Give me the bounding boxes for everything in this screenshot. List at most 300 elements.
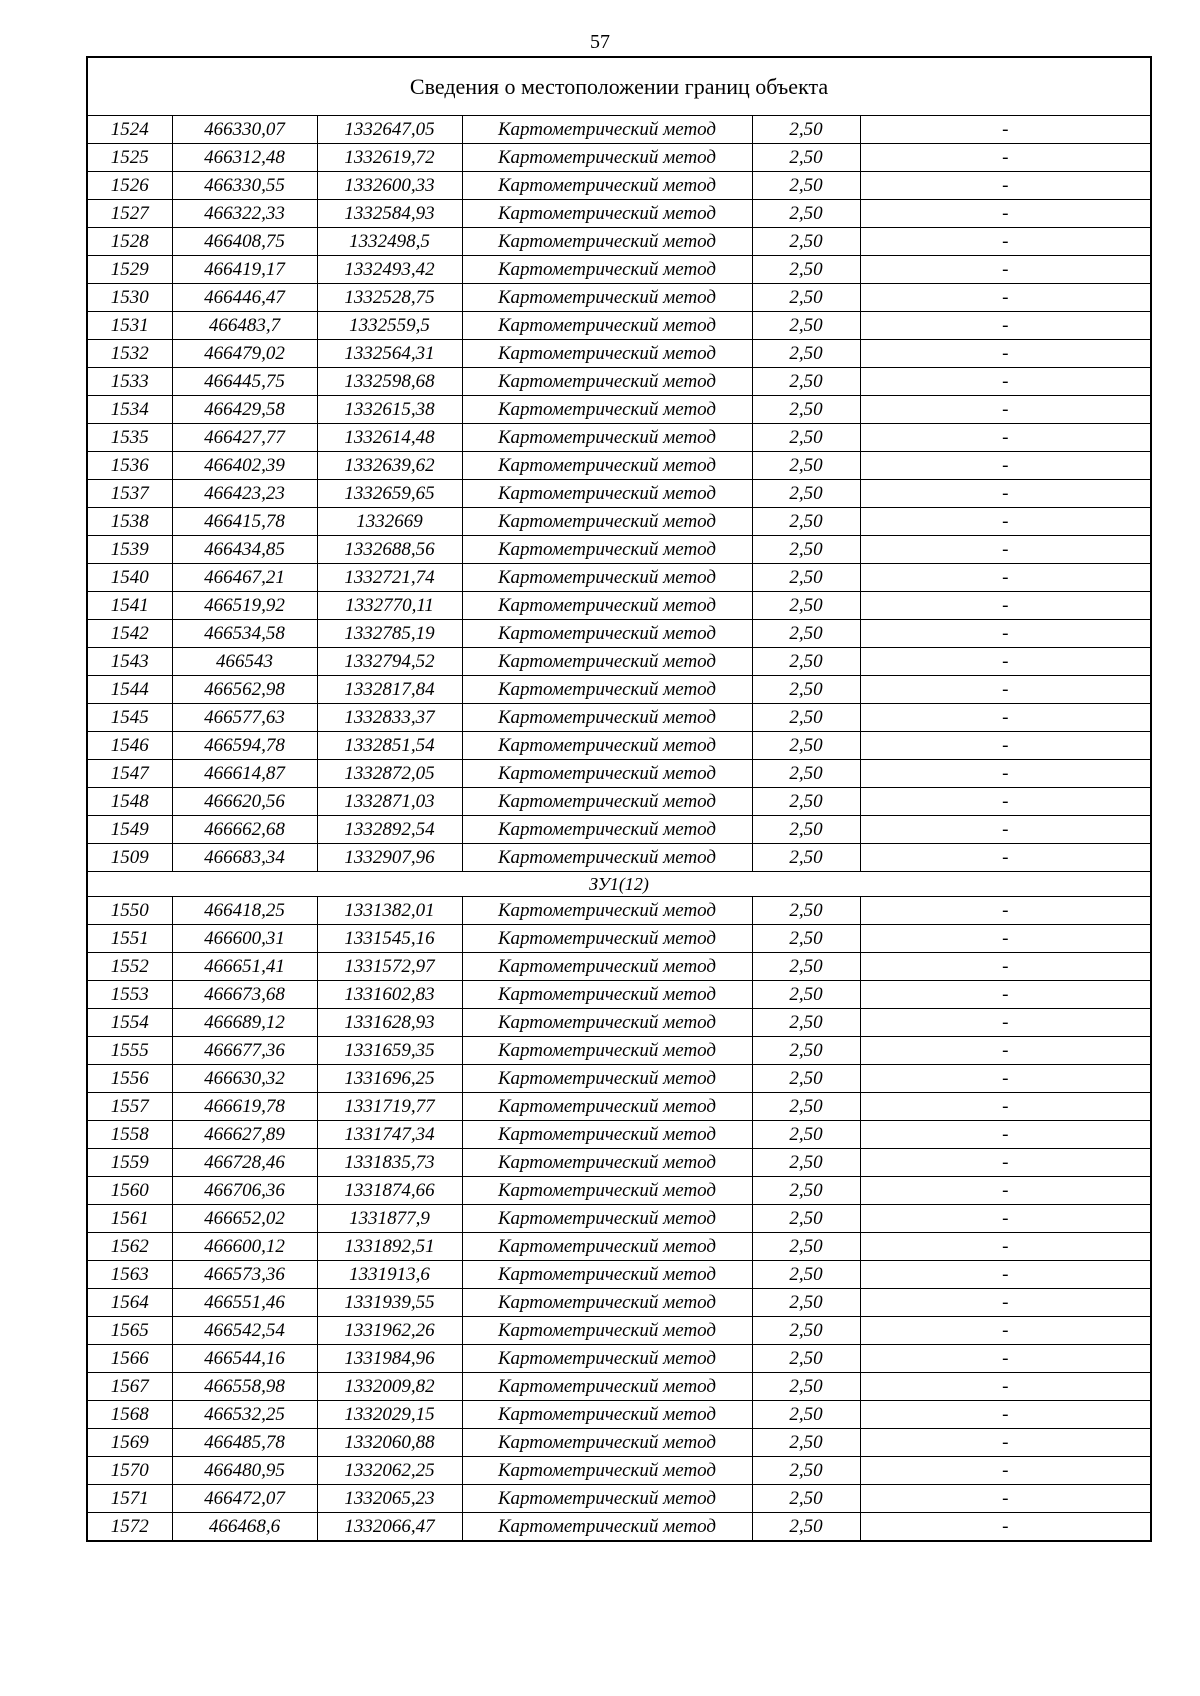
y-coordinate-cell: 1332794,52 xyxy=(317,648,462,676)
accuracy-cell: 2,50 xyxy=(752,788,860,816)
table-row xyxy=(87,1261,1151,1289)
point-number-cell: 1564 xyxy=(87,1289,172,1317)
x-coordinate-cell: 466594,78 xyxy=(172,732,317,760)
table-row xyxy=(87,1513,1151,1542)
y-coordinate-cell: 1332065,23 xyxy=(317,1485,462,1513)
x-coordinate-cell: 466577,63 xyxy=(172,704,317,732)
description-cell: - xyxy=(860,592,1151,620)
table-title-row xyxy=(87,57,1151,116)
method-cell: Картометрический метод xyxy=(462,256,752,284)
accuracy-cell: 2,50 xyxy=(752,340,860,368)
description-cell: - xyxy=(860,1261,1151,1289)
x-coordinate-cell: 466445,75 xyxy=(172,368,317,396)
page-number: 57 xyxy=(590,31,610,53)
section-header-row xyxy=(87,872,1151,897)
table-row xyxy=(87,1345,1151,1373)
method-cell: Картометрический метод xyxy=(462,1009,752,1037)
method-cell: Картометрический метод xyxy=(462,284,752,312)
method-cell: Картометрический метод xyxy=(462,732,752,760)
table-row xyxy=(87,284,1151,312)
accuracy-cell: 2,50 xyxy=(752,1233,860,1261)
y-coordinate-cell: 1332598,68 xyxy=(317,368,462,396)
x-coordinate-cell: 466652,02 xyxy=(172,1205,317,1233)
accuracy-cell: 2,50 xyxy=(752,1429,860,1457)
y-coordinate-cell: 1332892,54 xyxy=(317,816,462,844)
point-number-cell: 1531 xyxy=(87,312,172,340)
accuracy-cell: 2,50 xyxy=(752,1065,860,1093)
description-cell: - xyxy=(860,480,1151,508)
y-coordinate-cell: 1332659,65 xyxy=(317,480,462,508)
description-cell: - xyxy=(860,424,1151,452)
description-cell: - xyxy=(860,704,1151,732)
y-coordinate-cell: 1331939,55 xyxy=(317,1289,462,1317)
table-row xyxy=(87,953,1151,981)
accuracy-cell: 2,50 xyxy=(752,1457,860,1485)
method-cell: Картометрический метод xyxy=(462,424,752,452)
x-coordinate-cell: 466619,78 xyxy=(172,1093,317,1121)
table-row xyxy=(87,925,1151,953)
method-cell: Картометрический метод xyxy=(462,788,752,816)
point-number-cell: 1565 xyxy=(87,1317,172,1345)
description-cell: - xyxy=(860,676,1151,704)
accuracy-cell: 2,50 xyxy=(752,732,860,760)
description-cell: - xyxy=(860,760,1151,788)
accuracy-cell: 2,50 xyxy=(752,897,860,925)
x-coordinate-cell: 466614,87 xyxy=(172,760,317,788)
x-coordinate-cell: 466485,78 xyxy=(172,1429,317,1457)
table-row xyxy=(87,1149,1151,1177)
y-coordinate-cell: 1332851,54 xyxy=(317,732,462,760)
y-coordinate-cell: 1331874,66 xyxy=(317,1177,462,1205)
description-cell: - xyxy=(860,816,1151,844)
point-number-cell: 1567 xyxy=(87,1373,172,1401)
point-number-cell: 1548 xyxy=(87,788,172,816)
accuracy-cell: 2,50 xyxy=(752,1177,860,1205)
y-coordinate-cell: 1332639,62 xyxy=(317,452,462,480)
accuracy-cell: 2,50 xyxy=(752,452,860,480)
x-coordinate-cell: 466673,68 xyxy=(172,981,317,1009)
x-coordinate-cell: 466434,85 xyxy=(172,536,317,564)
accuracy-cell: 2,50 xyxy=(752,172,860,200)
description-cell: - xyxy=(860,340,1151,368)
method-cell: Картометрический метод xyxy=(462,925,752,953)
point-number-cell: 1571 xyxy=(87,1485,172,1513)
description-cell: - xyxy=(860,200,1151,228)
point-number-cell: 1546 xyxy=(87,732,172,760)
point-number-cell: 1509 xyxy=(87,844,172,872)
method-cell: Картометрический метод xyxy=(462,116,752,144)
x-coordinate-cell: 466429,58 xyxy=(172,396,317,424)
description-cell: - xyxy=(860,312,1151,340)
method-cell: Картометрический метод xyxy=(462,536,752,564)
x-coordinate-cell: 466423,23 xyxy=(172,480,317,508)
x-coordinate-cell: 466312,48 xyxy=(172,144,317,172)
accuracy-cell: 2,50 xyxy=(752,1513,860,1542)
method-cell: Картометрический метод xyxy=(462,480,752,508)
method-cell: Картометрический метод xyxy=(462,1289,752,1317)
description-cell: - xyxy=(860,536,1151,564)
description-cell: - xyxy=(860,116,1151,144)
x-coordinate-cell: 466402,39 xyxy=(172,452,317,480)
method-cell: Картометрический метод xyxy=(462,144,752,172)
point-number-cell: 1554 xyxy=(87,1009,172,1037)
table-row xyxy=(87,452,1151,480)
table-row xyxy=(87,1065,1151,1093)
method-cell: Картометрический метод xyxy=(462,620,752,648)
x-coordinate-cell: 466472,07 xyxy=(172,1485,317,1513)
y-coordinate-cell: 1332029,15 xyxy=(317,1401,462,1429)
x-coordinate-cell: 466728,46 xyxy=(172,1149,317,1177)
x-coordinate-cell: 466627,89 xyxy=(172,1121,317,1149)
method-cell: Картометрический метод xyxy=(462,844,752,872)
method-cell: Картометрический метод xyxy=(462,1205,752,1233)
point-number-cell: 1561 xyxy=(87,1205,172,1233)
point-number-cell: 1555 xyxy=(87,1037,172,1065)
method-cell: Картометрический метод xyxy=(462,564,752,592)
x-coordinate-cell: 466467,21 xyxy=(172,564,317,592)
point-number-cell: 1526 xyxy=(87,172,172,200)
method-cell: Картометрический метод xyxy=(462,228,752,256)
accuracy-cell: 2,50 xyxy=(752,1205,860,1233)
x-coordinate-cell: 466600,31 xyxy=(172,925,317,953)
x-coordinate-cell: 466683,34 xyxy=(172,844,317,872)
method-cell: Картометрический метод xyxy=(462,368,752,396)
description-cell: - xyxy=(860,648,1151,676)
table-row xyxy=(87,368,1151,396)
description-cell: - xyxy=(860,1205,1151,1233)
accuracy-cell: 2,50 xyxy=(752,844,860,872)
method-cell: Картометрический метод xyxy=(462,508,752,536)
point-number-cell: 1524 xyxy=(87,116,172,144)
x-coordinate-cell: 466573,36 xyxy=(172,1261,317,1289)
y-coordinate-cell: 1332614,48 xyxy=(317,424,462,452)
boundary-coordinates-table xyxy=(86,56,1152,1542)
accuracy-cell: 2,50 xyxy=(752,1485,860,1513)
y-coordinate-cell: 1331719,77 xyxy=(317,1093,462,1121)
description-cell: - xyxy=(860,1317,1151,1345)
method-cell: Картометрический метод xyxy=(462,1065,752,1093)
table-row xyxy=(87,620,1151,648)
y-coordinate-cell: 1332062,25 xyxy=(317,1457,462,1485)
accuracy-cell: 2,50 xyxy=(752,620,860,648)
y-coordinate-cell: 1332619,72 xyxy=(317,144,462,172)
table-row xyxy=(87,788,1151,816)
description-cell: - xyxy=(860,844,1151,872)
table-row xyxy=(87,732,1151,760)
description-cell: - xyxy=(860,452,1151,480)
accuracy-cell: 2,50 xyxy=(752,1373,860,1401)
y-coordinate-cell: 1331913,6 xyxy=(317,1261,462,1289)
x-coordinate-cell: 466519,92 xyxy=(172,592,317,620)
accuracy-cell: 2,50 xyxy=(752,1261,860,1289)
point-number-cell: 1563 xyxy=(87,1261,172,1289)
accuracy-cell: 2,50 xyxy=(752,200,860,228)
method-cell: Картометрический метод xyxy=(462,312,752,340)
point-number-cell: 1566 xyxy=(87,1345,172,1373)
x-coordinate-cell: 466480,95 xyxy=(172,1457,317,1485)
point-number-cell: 1552 xyxy=(87,953,172,981)
y-coordinate-cell: 1331659,35 xyxy=(317,1037,462,1065)
description-cell: - xyxy=(860,1093,1151,1121)
accuracy-cell: 2,50 xyxy=(752,396,860,424)
x-coordinate-cell: 466408,75 xyxy=(172,228,317,256)
table-row xyxy=(87,536,1151,564)
point-number-cell: 1530 xyxy=(87,284,172,312)
table-row xyxy=(87,1457,1151,1485)
description-cell: - xyxy=(860,368,1151,396)
method-cell: Картометрический метод xyxy=(462,340,752,368)
description-cell: - xyxy=(860,1065,1151,1093)
table-title: Сведения о местоположении границ объекта xyxy=(87,57,1151,116)
x-coordinate-cell: 466427,77 xyxy=(172,424,317,452)
point-number-cell: 1542 xyxy=(87,620,172,648)
method-cell: Картометрический метод xyxy=(462,200,752,228)
method-cell: Картометрический метод xyxy=(462,1317,752,1345)
accuracy-cell: 2,50 xyxy=(752,676,860,704)
method-cell: Картометрический метод xyxy=(462,1485,752,1513)
y-coordinate-cell: 1332584,93 xyxy=(317,200,462,228)
table-row xyxy=(87,424,1151,452)
table-row xyxy=(87,116,1151,144)
table-row xyxy=(87,172,1151,200)
table-row xyxy=(87,981,1151,1009)
section-label: ЗУ1(12) xyxy=(87,872,1151,897)
method-cell: Картометрический метод xyxy=(462,592,752,620)
description-cell: - xyxy=(860,1009,1151,1037)
y-coordinate-cell: 1332564,31 xyxy=(317,340,462,368)
table-row xyxy=(87,340,1151,368)
x-coordinate-cell: 466479,02 xyxy=(172,340,317,368)
method-cell: Картометрический метод xyxy=(462,1513,752,1542)
method-cell: Картометрический метод xyxy=(462,1121,752,1149)
accuracy-cell: 2,50 xyxy=(752,1149,860,1177)
accuracy-cell: 2,50 xyxy=(752,1121,860,1149)
table-row xyxy=(87,1009,1151,1037)
x-coordinate-cell: 466544,16 xyxy=(172,1345,317,1373)
description-cell: - xyxy=(860,953,1151,981)
accuracy-cell: 2,50 xyxy=(752,1093,860,1121)
x-coordinate-cell: 466562,98 xyxy=(172,676,317,704)
y-coordinate-cell: 1331835,73 xyxy=(317,1149,462,1177)
accuracy-cell: 2,50 xyxy=(752,424,860,452)
x-coordinate-cell: 466418,25 xyxy=(172,897,317,925)
x-coordinate-cell: 466620,56 xyxy=(172,788,317,816)
accuracy-cell: 2,50 xyxy=(752,1401,860,1429)
y-coordinate-cell: 1332600,33 xyxy=(317,172,462,200)
accuracy-cell: 2,50 xyxy=(752,1345,860,1373)
description-cell: - xyxy=(860,925,1151,953)
x-coordinate-cell: 466543 xyxy=(172,648,317,676)
point-number-cell: 1537 xyxy=(87,480,172,508)
method-cell: Картометрический метод xyxy=(462,676,752,704)
y-coordinate-cell: 1332647,05 xyxy=(317,116,462,144)
point-number-cell: 1562 xyxy=(87,1233,172,1261)
method-cell: Картометрический метод xyxy=(462,1429,752,1457)
y-coordinate-cell: 1332721,74 xyxy=(317,564,462,592)
point-number-cell: 1558 xyxy=(87,1121,172,1149)
accuracy-cell: 2,50 xyxy=(752,1317,860,1345)
y-coordinate-cell: 1331382,01 xyxy=(317,897,462,925)
x-coordinate-cell: 466651,41 xyxy=(172,953,317,981)
point-number-cell: 1568 xyxy=(87,1401,172,1429)
method-cell: Картометрический метод xyxy=(462,172,752,200)
point-number-cell: 1525 xyxy=(87,144,172,172)
table-row xyxy=(87,1317,1151,1345)
y-coordinate-cell: 1332528,75 xyxy=(317,284,462,312)
description-cell: - xyxy=(860,1037,1151,1065)
description-cell: - xyxy=(860,256,1151,284)
y-coordinate-cell: 1331628,93 xyxy=(317,1009,462,1037)
table-row xyxy=(87,1205,1151,1233)
y-coordinate-cell: 1331747,34 xyxy=(317,1121,462,1149)
y-coordinate-cell: 1332688,56 xyxy=(317,536,462,564)
point-number-cell: 1541 xyxy=(87,592,172,620)
accuracy-cell: 2,50 xyxy=(752,925,860,953)
method-cell: Картометрический метод xyxy=(462,1093,752,1121)
accuracy-cell: 2,50 xyxy=(752,480,860,508)
method-cell: Картометрический метод xyxy=(462,1177,752,1205)
y-coordinate-cell: 1332833,37 xyxy=(317,704,462,732)
point-number-cell: 1536 xyxy=(87,452,172,480)
accuracy-cell: 2,50 xyxy=(752,256,860,284)
table-row xyxy=(87,1121,1151,1149)
description-cell: - xyxy=(860,172,1151,200)
table-row xyxy=(87,480,1151,508)
table-row xyxy=(87,1037,1151,1065)
description-cell: - xyxy=(860,1345,1151,1373)
description-cell: - xyxy=(860,1289,1151,1317)
y-coordinate-cell: 1331877,9 xyxy=(317,1205,462,1233)
point-number-cell: 1544 xyxy=(87,676,172,704)
point-number-cell: 1549 xyxy=(87,816,172,844)
x-coordinate-cell: 466468,6 xyxy=(172,1513,317,1542)
y-coordinate-cell: 1332498,5 xyxy=(317,228,462,256)
table-row xyxy=(87,816,1151,844)
x-coordinate-cell: 466677,36 xyxy=(172,1037,317,1065)
description-cell: - xyxy=(860,1457,1151,1485)
method-cell: Картометрический метод xyxy=(462,953,752,981)
method-cell: Картометрический метод xyxy=(462,816,752,844)
point-number-cell: 1540 xyxy=(87,564,172,592)
x-coordinate-cell: 466330,07 xyxy=(172,116,317,144)
description-cell: - xyxy=(860,1485,1151,1513)
description-cell: - xyxy=(860,732,1151,760)
y-coordinate-cell: 1332060,88 xyxy=(317,1429,462,1457)
method-cell: Картометрический метод xyxy=(462,760,752,788)
point-number-cell: 1538 xyxy=(87,508,172,536)
point-number-cell: 1533 xyxy=(87,368,172,396)
x-coordinate-cell: 466551,46 xyxy=(172,1289,317,1317)
point-number-cell: 1534 xyxy=(87,396,172,424)
accuracy-cell: 2,50 xyxy=(752,953,860,981)
point-number-cell: 1527 xyxy=(87,200,172,228)
description-cell: - xyxy=(860,1513,1151,1542)
method-cell: Картометрический метод xyxy=(462,1261,752,1289)
table-row xyxy=(87,592,1151,620)
table-row xyxy=(87,676,1151,704)
table-row xyxy=(87,897,1151,925)
point-number-cell: 1560 xyxy=(87,1177,172,1205)
description-cell: - xyxy=(860,284,1151,312)
accuracy-cell: 2,50 xyxy=(752,1289,860,1317)
accuracy-cell: 2,50 xyxy=(752,564,860,592)
description-cell: - xyxy=(860,1233,1151,1261)
table-row xyxy=(87,144,1151,172)
method-cell: Картометрический метод xyxy=(462,396,752,424)
method-cell: Картометрический метод xyxy=(462,897,752,925)
table-row xyxy=(87,844,1151,872)
x-coordinate-cell: 466662,68 xyxy=(172,816,317,844)
accuracy-cell: 2,50 xyxy=(752,368,860,396)
y-coordinate-cell: 1331696,25 xyxy=(317,1065,462,1093)
description-cell: - xyxy=(860,396,1151,424)
method-cell: Картометрический метод xyxy=(462,452,752,480)
y-coordinate-cell: 1331545,16 xyxy=(317,925,462,953)
point-number-cell: 1532 xyxy=(87,340,172,368)
method-cell: Картометрический метод xyxy=(462,1345,752,1373)
point-number-cell: 1529 xyxy=(87,256,172,284)
point-number-cell: 1572 xyxy=(87,1513,172,1542)
x-coordinate-cell: 466322,33 xyxy=(172,200,317,228)
table-body xyxy=(87,57,1151,1541)
table-row xyxy=(87,228,1151,256)
description-cell: - xyxy=(860,1149,1151,1177)
y-coordinate-cell: 1332817,84 xyxy=(317,676,462,704)
description-cell: - xyxy=(860,620,1151,648)
description-cell: - xyxy=(860,1373,1151,1401)
description-cell: - xyxy=(860,1401,1151,1429)
y-coordinate-cell: 1332066,47 xyxy=(317,1513,462,1542)
y-coordinate-cell: 1331892,51 xyxy=(317,1233,462,1261)
x-coordinate-cell: 466542,54 xyxy=(172,1317,317,1345)
table-row xyxy=(87,312,1151,340)
method-cell: Картометрический метод xyxy=(462,1149,752,1177)
table-row xyxy=(87,1401,1151,1429)
method-cell: Картометрический метод xyxy=(462,1373,752,1401)
y-coordinate-cell: 1332669 xyxy=(317,508,462,536)
table-row xyxy=(87,648,1151,676)
table-row xyxy=(87,1093,1151,1121)
point-number-cell: 1535 xyxy=(87,424,172,452)
point-number-cell: 1559 xyxy=(87,1149,172,1177)
point-number-cell: 1553 xyxy=(87,981,172,1009)
x-coordinate-cell: 466446,47 xyxy=(172,284,317,312)
description-cell: - xyxy=(860,1121,1151,1149)
y-coordinate-cell: 1332493,42 xyxy=(317,256,462,284)
description-cell: - xyxy=(860,897,1151,925)
table-row xyxy=(87,200,1151,228)
accuracy-cell: 2,50 xyxy=(752,116,860,144)
point-number-cell: 1547 xyxy=(87,760,172,788)
point-number-cell: 1569 xyxy=(87,1429,172,1457)
method-cell: Картометрический метод xyxy=(462,1233,752,1261)
x-coordinate-cell: 466534,58 xyxy=(172,620,317,648)
y-coordinate-cell: 1331572,97 xyxy=(317,953,462,981)
accuracy-cell: 2,50 xyxy=(752,508,860,536)
description-cell: - xyxy=(860,1177,1151,1205)
x-coordinate-cell: 466419,17 xyxy=(172,256,317,284)
point-number-cell: 1545 xyxy=(87,704,172,732)
accuracy-cell: 2,50 xyxy=(752,981,860,1009)
point-number-cell: 1570 xyxy=(87,1457,172,1485)
description-cell: - xyxy=(860,144,1151,172)
y-coordinate-cell: 1332615,38 xyxy=(317,396,462,424)
method-cell: Картометрический метод xyxy=(462,1037,752,1065)
table-row xyxy=(87,396,1151,424)
table-row xyxy=(87,760,1151,788)
accuracy-cell: 2,50 xyxy=(752,648,860,676)
y-coordinate-cell: 1332559,5 xyxy=(317,312,462,340)
